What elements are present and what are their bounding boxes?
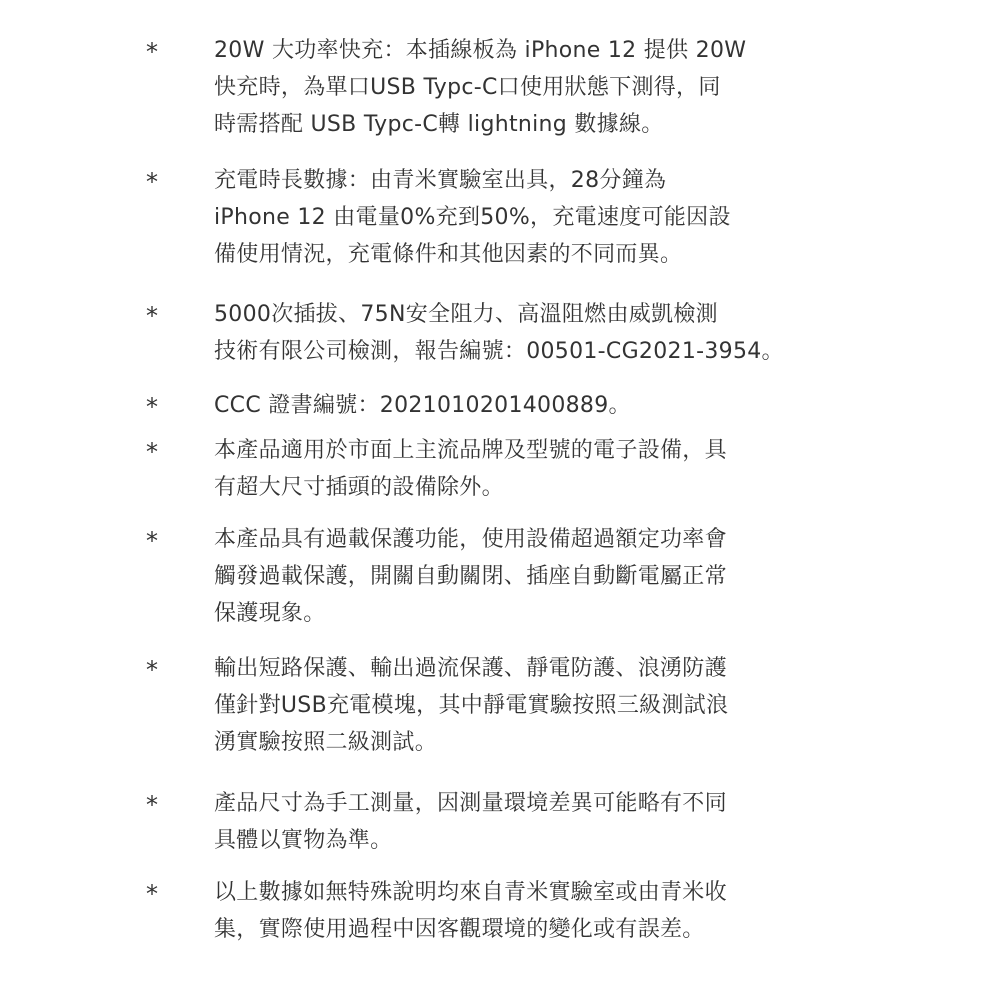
note-text: [214, 432, 804, 506]
note-line: 20W 大功率快充：本插線板為 iPhone 12 提供 20W: [214, 38, 747, 63]
note-line: 輸出短路保護、輸出過流保護、靜電防護、浪湧防護: [214, 656, 727, 681]
note-line: 以上數據如無特殊說明均來自青米實驗室或由青米收: [214, 880, 727, 905]
bullet-asterisk: *: [146, 38, 158, 66]
note-text: [214, 296, 804, 370]
note-line: 產品尺寸為手工測量，因測量環境差異可能略有不同: [214, 791, 727, 816]
note-line: CCC 證書編號：2021010201400889。: [214, 393, 631, 418]
bullet-asterisk: *: [146, 656, 158, 684]
note-line: 有超大尺寸插頭的設備除外。: [214, 475, 504, 500]
note-line: 具體以實物為準。: [214, 828, 393, 853]
note-line: 時需搭配 USB Typc-C轉 lightning 數據線。: [214, 112, 664, 137]
bullet-asterisk: *: [146, 393, 158, 421]
note-line: 觸發過載保護，開關自動關閉、插座自動斷電屬正常: [214, 564, 727, 589]
note-line: 技術有限公司檢測，報告編號：00501-CG2021-3954。: [214, 339, 784, 364]
note-text: [214, 162, 804, 273]
note-line: iPhone 12 由電量0%充到50%，充電速度可能因設: [214, 205, 731, 230]
bullet-asterisk: *: [146, 302, 158, 330]
bullet-asterisk: *: [146, 527, 158, 555]
note-line: 本產品具有過載保護功能，使用設備超過額定功率會: [214, 527, 727, 552]
bullet-asterisk: *: [146, 438, 158, 466]
note-text: [214, 874, 804, 948]
note-text: [214, 387, 804, 424]
note-line: 充電時長數據：由青米實驗室出具，28分鐘為: [214, 168, 667, 193]
bullet-asterisk: *: [146, 168, 158, 196]
bullet-asterisk: *: [146, 880, 158, 908]
note-line: 集，實際使用過程中因客觀環境的變化或有誤差。: [214, 917, 705, 942]
note-line: 備使用情況，充電條件和其他因素的不同而異。: [214, 242, 683, 267]
note-line: 湧實驗按照二級測試。: [214, 730, 438, 755]
note-text: [214, 32, 804, 143]
note-text: [214, 650, 804, 761]
note-line: 僅針對USB充電模塊，其中靜電實驗按照三級測試浪: [214, 693, 729, 718]
note-line: 保護現象。: [214, 601, 326, 626]
note-line: 5000次插拔、75N安全阻力、高溫阻燃由威凱檢測: [214, 302, 718, 327]
note-line: 快充時，為單口USB Typc-C口使用狀態下測得，同: [214, 75, 721, 100]
note-text: [214, 521, 804, 632]
bullet-asterisk: *: [146, 791, 158, 819]
note-text: [214, 785, 804, 859]
note-line: 本產品適用於市面上主流品牌及型號的電子設備，具: [214, 438, 727, 463]
